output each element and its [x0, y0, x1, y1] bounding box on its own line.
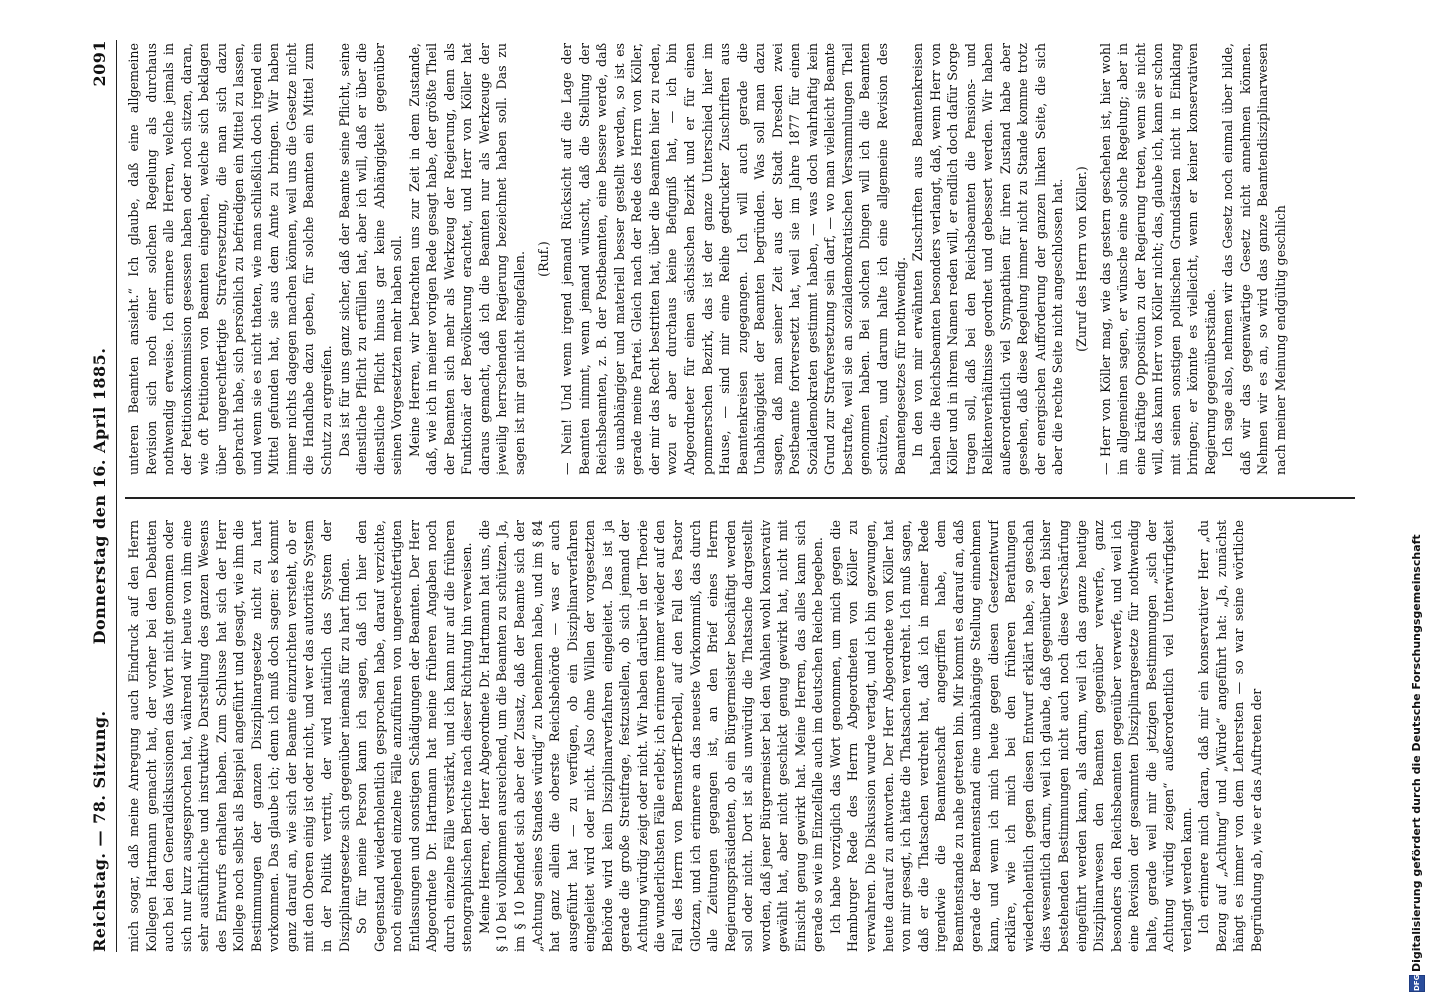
page-number: 2091: [90, 40, 109, 87]
paragraph: Ich habe vorzüglich das Wort genommen, um mich gegen die Hamburger Rede des Herrn Abgeordneten von Köller zu verwahren. Die Diskussion wurde vertagt, und ich bin gezwungen, heute darauf zu antworten. Der Herr Abgeordnete von Köller hat von mir gesagt, ich hätte die Thatsachen verdreht. Ich muß sagen, daß er die Thatsachen verdreht hat, daß ich in meiner Rede irgendwie die Beamtenschaft angegriffen habe, dem Beamtenstande zu nahe getreten bin. Mir kommt es darauf an, daß gerade der Beamtenstand eine unabhängige Stellung einnehmen kann, und wenn ich mich heute gegen diesen Gesetzentwurf erkläre, wie ich mich bei den früheren Berathungen wiederholentlich gegen diesen Entwurf erklärt habe, so geschah dies wesentlich darum, weil ich glaube, daß gegenüber den bisher bestehenden Bestimmungen nicht auch noch diese Verschärfung eingeführt werden kann, als darum, weil ich das ganze heutige Disziplinarwesen den Beamten gegenüber verwerfe, ganz besonders den Reichsbeamten gegenüber verwerfe, und weil ich eine Revision der gesammten Disziplinargesetze für nothwendig halte, gerade weil mir die jetzigen Bestimmungen „sich der Achtung würdig zeigen“ außerordentlich viel Unterwürfigkeit verlangt werden kann.: [827, 520, 1194, 952]
left-column: [125, 520, 1355, 952]
header-center: Donnerstag den 16. April 1885.: [90, 347, 109, 645]
interjection: (Ruf.): [535, 241, 551, 277]
digitization-credit: [1408, 8, 1426, 992]
paragraph: So für meine Person kann ich sagen, daß ich hier den Gegenstand wiederholentlich gesprochen habe, darauf verzichte, noch eingehend einzelne Fälle anzuführen von ungerechtfertigten Entlassungen und sonstigen Schädigungen der Beamten. Der Herr Abgeordnete Dr. Hartmann hat meine früheren Angaben noch durch einzelne Fälle verstärkt, und ich kann nur auf die früheren stenographischen Berichte nach dieser Richtung hin verweisen.: [354, 520, 475, 952]
header-rule: [116, 40, 117, 952]
header-left: Reichstag. — 78. Sitzung.: [90, 710, 109, 952]
paragraph: Das ist für uns ganz sicher, daß der Beamte seine Pflicht, seine dienstliche Pflicht zu erfüllen hat, aber ich will, daß er über die dienstliche Pflicht hinaus gar keine Abhängigkeit gegenüber seinen Vorgesetzten mehr haben soll.: [336, 43, 405, 475]
paragraph: — Herr von Köller mag, wie das gestern geschehen ist, hier wohl im allgemeinen sagen, er wünsche eine solche Regelung; aber in eine kräftige Opposition zu der Regierung treten, wenn sie nicht will, das kann Herr von Köller nicht; das, glaube ich, kann er schon mit seinen sonstigen politischen Grundsätzen nicht in Einklang bringen; er könnte es vielleicht, wenn er keiner konservativen Regierung gegenüberstände.: [1097, 43, 1218, 475]
paragraph: Ich sage also, nehmen wir das Gesetz noch einmal über bilde, daß wir das gegenwärtige Gesetz nicht annehmen können. Nehmen wir es an, so wird das ganze Beamtendisziplinarwesen nach meiner Meinung endgültig geschlich: [1220, 43, 1288, 475]
paragraph: In den von mir erwähnten Zuschriften aus Beamtenkreisen haben die Reichsbeamten besonders verlangt, daß, wenn Herr von Köller und in ihrem Namen reden will, er endlich doch dafür Sorge tragen soll, daß bei den Reichsbeamten die Pensions- und Reliktenverhältnisse geordnet und gebessert werden. Wir haben außerordentlich viel Sympathien für ihren Zustand habe aber gesehen, daß diese Regelung immer nicht zu Stande komme trotz der energischen Aufforderung der ganzen linken Seite, die sich aber die rechte Seite nicht angeschlossen hat.: [910, 43, 1066, 475]
paragraph: Ich erinnere mich daran, daß mir ein konservativer Herr „du Bezug auf „Achtung“ und „Würde“ angeführt hat: „Ja, zunächst hängt es immer von dem Lehrersten — so war seine wörtliche Begründung ab, wie er das Auftreten der: [1196, 520, 1264, 952]
column-divider: [125, 497, 1355, 499]
interjection: (Zuruf des Herrn von Köller.): [1073, 166, 1089, 352]
right-column: [125, 43, 1355, 475]
paragraph: — Nein! Und wenn irgend jemand Rücksicht auf die Lage der Beamten nimmt, wenn jemand wünscht, daß die Stellung der Reichsbeamten, z. B. der Postbeamten, eine bessere werde, daß sie unabhängiger und materiell besser gestellt werden, so ist es gerade meine Partei. Gleich nach der Rede des Herrn von Köller, der mir das Recht bestritten hat, über die Beamten hier zu reden, wozu er aber durchaus keine Befugniß hat, — ich bin Abgeordneter für einen sächsischen Bezirk und er für einen pommerschen Bezirk, das ist der ganze Unterschied hier im Hause, — sind mir eine Reihe gedruckter Zuschriften aus Beamtenkreisen zugegangen. Ich will auch gerade die Unabhängigkeit der Beamten begründen. Was soll man dazu sagen, daß man seiner Zeit aus der Stadt Dresden zwei Postbeamte fortversetzt hat, weil sie im Jahre 1877 für einen Sozialdemokraten gestimmt haben, — was doch wahrhaftig kein Grund zur Strafversetzung sein darf, — wo man vielleicht Beamte bestrafte, weil sie an sozialdemokratischen Versammlungen Theil genommen haben. Bei solchen Dingen will ich die Beamten schützen, und darum halte ich eine allgemeine Revision des Beamtengesetzes für nothwendig.: [559, 43, 908, 475]
paragraph: mich sogar, daß meine Anregung auch Eindruck auf den Herrn Kollegen Hartmann gemacht hat, der vorher bei den Debatten auch bei den Generaldiskussionen das Wort nicht genommen oder sich nur kurz ausgesprochen hat, während wir heute von ihm eine sehr ausführliche und instruktive Darstellung des ganzen Wesens des Entwurfs erhalten haben. Zum Schlusse hat sich der Herr Kollege noch selbst als Beispiel angeführt und gesagt, wie ihm die Bestimmungen der ganzen Disziplinargesetze nicht zu hart vorkommen. Das glaube ich; denn ich muß doch sagen: es kommt ganz darauf an, wie sich der Beamte einzurichten versteht, ob er mit den Oberen einig ist oder nicht, und wer das autoritäre System in der Politik vertritt, der wird natürlich das System der Disziplinargesetze sich gegenüber niemals für zu hart finden.: [126, 520, 352, 952]
credit-text: Digitalisierung gefördert durch die Deutsche Forschungsgemeinschaft: [1410, 534, 1423, 972]
paragraph: Meine Herren, wir betrachten uns zur Zeit in dem Zustande, daß, wie ich in meiner vorigen Rede gesagt habe, der größte Theil der Beamten sich mehr als Werkzeug der Regierung, denn als Funktionär der Bevölkerung erachtet, und Herr von Köller hat daraus gemacht, daß ich die Beamten nur als Werkzeuge der jeweilig herrschenden Regierung bezeichnet haben soll. Das zu sagen ist mir gar nicht eingefallen.: [406, 43, 528, 475]
dfg-logo-icon: DFG: [1409, 975, 1425, 992]
paragraph: unteren Beamten ansieht.“ Ich glaube, daß eine allgemeine Revision sich noch einer solchen Regelung als durchaus nothwendig erweise. Ich erinnere alle Herren, welche jemals in der Petitionskommission gesessen haben oder noch sitzen, daran, wie oft Petitionen von Beamten eingehen, welche sich beklagen über ungerechtfertigte Strafversetzung, die man sich dazu gebracht habe, sich persönlich zu befriedigen ein Mittel zu lassen, und wenn sie es nicht thaten, wie man schließlich doch irgend ein Mittel gefunden hat, sie aus dem Amte zu bringen. Wir haben immer nichts dagegen machen können, weil uns die Gesetze nicht die Handhabe dazu geben, für solche Beamten ein Mittel zum Schutz zu ergreifen.: [126, 43, 335, 475]
page-header: [82, 40, 116, 952]
paragraph: Meine Herren, der Herr Abgeordnete Dr. Hartmann hat uns, die § 10 bei vollkommen ausreichend, um die Beamten zu schützen. Ja, im § 10 befindet sich aber der Zusatz, daß der Beamte sich der „Achtung seines Standes würdig“ zu benehmen habe, und im § 84 hat ganz allein die oberste Reichsbehörde — was er auch ausgeführt hat — zu verfügen, ob ein Disziplinarverfahren eingeleitet wird oder nicht. Also ohne Willen der vorgesetzten Behörde wird kein Disziplinarverfahren eingeleitet. Das ist ja gerade die große Streitfrage, festzustellen, ob sich jemand der Achtung würdig zeigt oder nicht. Wir haben darüber in der Theorie die wunderlichsten Fälle erlebt; ich erinnere immer wieder auf den Fall des Herrn von Bernstorff-Derbell, auf den Fall des Pastor Glotzan, und ich erinnere an das neueste Vorkommniß, das durch alle Zeitungen gegangen ist, an den Brief eines Herrn Regierungspräsidenten, ob ein Bürgermeister beschäftigt werden soll oder nicht. Dort ist als unwürdig die Thatsache dargestellt worden, daß jener Bürgermeister bei den Wahlen wohl konservativ gewählt hat, aber nicht geschickt genug gewirkt hat, nicht mit Einsicht genug gewirkt hat. Meine Herren, das alles kann sich gerade so wie im Einzelfalle auch im deutschen Reiche begeben.: [476, 520, 826, 952]
